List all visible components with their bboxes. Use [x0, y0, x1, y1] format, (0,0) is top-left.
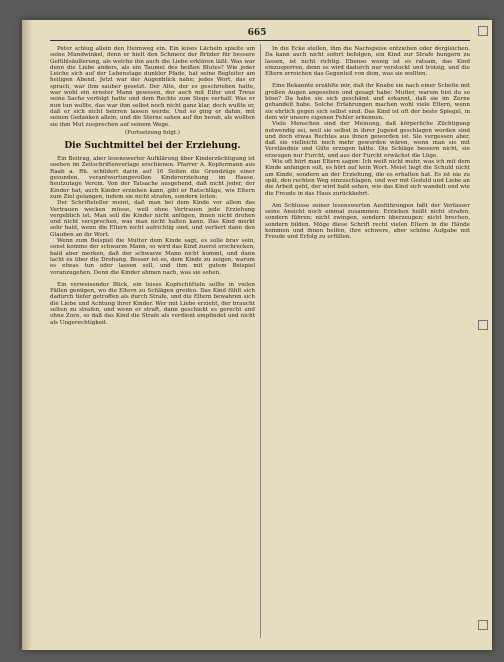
- scan-registration-mark: [478, 620, 488, 630]
- newspaper-page: [22, 20, 492, 650]
- article-paragraph: Der Schriftsteller meint, daß man bei dem Kinde vor allem das Vertrauen wecken müsse, weil ohne Vertrauen jede Erziehung vergeblich ist. Man soll die Kinder nicht anlügen, ihnen nicht drohen und nicht versprechen, was man nicht halten kann. Das Kind merkt sehr bald, wenn die Eltern nicht aufrichtig sind, und verliert dann den Glauben an ihr Wort.: [50, 200, 255, 238]
- left-column: [50, 46, 255, 634]
- page-gutter-shadow: [22, 20, 32, 650]
- article-paragraph: Viele Menschen sind der Meinung, daß körperliche Züchtigung notwendig sei, weil sie selbst in ihrer Jugend geschlagen worden sind und doch etwas Rechtes aus ihnen geworden ist. Sie vergessen aber, daß sie vielleicht noch mehr geworden wären, wenn man sie mit Verständnis und Güte erzogen hätte. Die Schläge bessern nicht, sie erzeugen nur Furcht, und aus der Furcht erwächst die Lüge.: [265, 121, 470, 159]
- article-paragraph: In die Ecke stellen, ihm die Nachspeise entziehen oder dergleichen. Da kann auch nicht sofort befolgen, ein Kind zur Strafe hungern zu lassen, ist nicht richtig. Ebenso wenig ist es ratsam, das Kind einzusperren, denn es wird dadurch nur verstockt und trotzig, und die Eltern erreichen das Gegenteil von dem, was sie wollten.: [265, 46, 470, 78]
- header-rule: [50, 40, 470, 41]
- continued-note: (Fortsetzung folgt.): [124, 129, 180, 136]
- article-paragraph: Ein Beitrag, aber lesenswerter Aufklärung über Kinderzüchtigung ist soeben im Zeitschriftenverlage erschienen. Pfarrer A. Kopfermann aus Raab a. Rh. schildert darin auf 16 Seiten die Grundzüge einer gesunden, verantwortungsvollen Kindererziehung im Hause, heutzutage Verein. Von der Tatsache ausgehend, daß nicht jeder, der Kinder hat, auch Kinder erziehen kann, gibt er Ratschläge, wie Eltern zum Ziel gelangen, indem sie nicht strafen, sondern leiten.: [50, 156, 255, 200]
- article-heading: Die Suchtmittel bei der Erziehung.: [64, 141, 241, 152]
- article-paragraph: Am Schlusse seiner lesenswerten Ausführungen faßt der Verfasser seine Ansicht noch einmal zusammen: Erziehen heißt nicht strafen, sondern führen; nicht zwingen, sondern überzeugen; nicht brechen, sondern bilden. Möge diese Schrift recht vielen Eltern in die Hände kommen und ihnen helfen, ihre schwere, aber schöne Aufgabe mit Freude und Erfolg zu erfüllen.: [265, 202, 470, 241]
- scan-registration-mark: [478, 320, 488, 330]
- article-paragraph: Eine Bekannte erzählte mir, daß ihr Knabe sie nach einer Schelte mit großen Augen angesehen und gesagt habe: Mutter, warum bist du so böse? Da habe sie sich geschämt und erkannt, daß sie im Zorne gehandelt habe. Solche Erfahrungen machen wohl viele Eltern, wenn sie ehrlich gegen sich selbst sind. Das Kind ist oft der beste Spiegel, in dem wir unsere eigenen Fehler erkennen.: [265, 83, 470, 121]
- article-paragraph: Wenn zum Beispiel die Mutter dem Kinde sagt, es solle brav sein, sonst komme der schwarze Mann, so wird das Kind zuerst erschrecken, bald aber merken, daß der schwarze Mann nicht kommt, und dann lacht es über die Drohung. Besser ist es, dem Kinde zu zeigen, warum es etwas tun oder lassen soll, und ihm mit gutem Beispiel voranzugehen. Denn die Kinder ahmen nach, was sie sehen.: [50, 238, 255, 276]
- scan-registration-mark: [478, 26, 488, 36]
- article-paragraph: Wie oft hört man Eltern sagen: Ich weiß nicht mehr, was ich mit dem Kinde anfangen soll, es hört auf kein Wort. Meist liegt die Schuld nicht am Kinde, sondern an der Erziehung, die es erhalten hat. Es ist nie zu spät, den rechten Weg einzuschlagen, und wer mit Geduld und Liebe an die Arbeit geht, der wird bald sehen, wie das Kind sich wandelt und wie die Freude in das Haus zurückkehrt.: [265, 159, 470, 197]
- story-paragraph: Peter schlug allein den Heimweg ein. Ein leises Lächeln spielte um seine Mundwinkel, denn er hielt den Schmerz der Brüder für bessere Gefühlsäußerung, als welche ihn auch die Liebe erklären läßt. Was war denn die Liebe anders, als ein Taumel des heißen Blutes? Wie jeder Leiche sich auf der Lebenstage dunkler Pfade, hat seine Begleiter am heiligen Abend. Jetzt war der Augenblick nahe; jedes Wort, das er sprach, war ihm sauber gesetzt. Der Alte, der es geschrieben hatte, war wohl ein ernster Mann gewesen, der auch mit Eifer und Treue seine Sache verfolgt hatte und dem Rechte zum Siege verhalf. Was er nun tun wollte, das war ihm selbst noch nicht ganz klar, doch wußte er, daß er sich nicht beirren lassen werde. Und so ging er dahin, mit seinen Gedanken allein, und die Sterne sahen auf ihn herab, als wollten sie ihm Mut zusprechen auf seinem Wege.: [50, 46, 255, 128]
- page-number: 665: [247, 28, 267, 38]
- right-column: [265, 46, 470, 634]
- article-paragraph: Ein verweisender Blick, ein leises Kopfschütteln sollte in vielen Fällen genügen, wo die Eltern zu Schlägen greifen. Das Kind fühlt sich dadurch tiefer getroffen als durch Strafe, und die Eltern bewahren sich die Liebe und Achtung ihrer Kinder. Wer mit Liebe erzieht, der braucht selten zu strafen, und wenn er straft, dann geschieht es gerecht und ohne Zorn, so daß das Kind die Strafe als verdient empfindet und nicht als Ungerechtigkeit.: [50, 281, 255, 326]
- column-divider: [260, 44, 261, 638]
